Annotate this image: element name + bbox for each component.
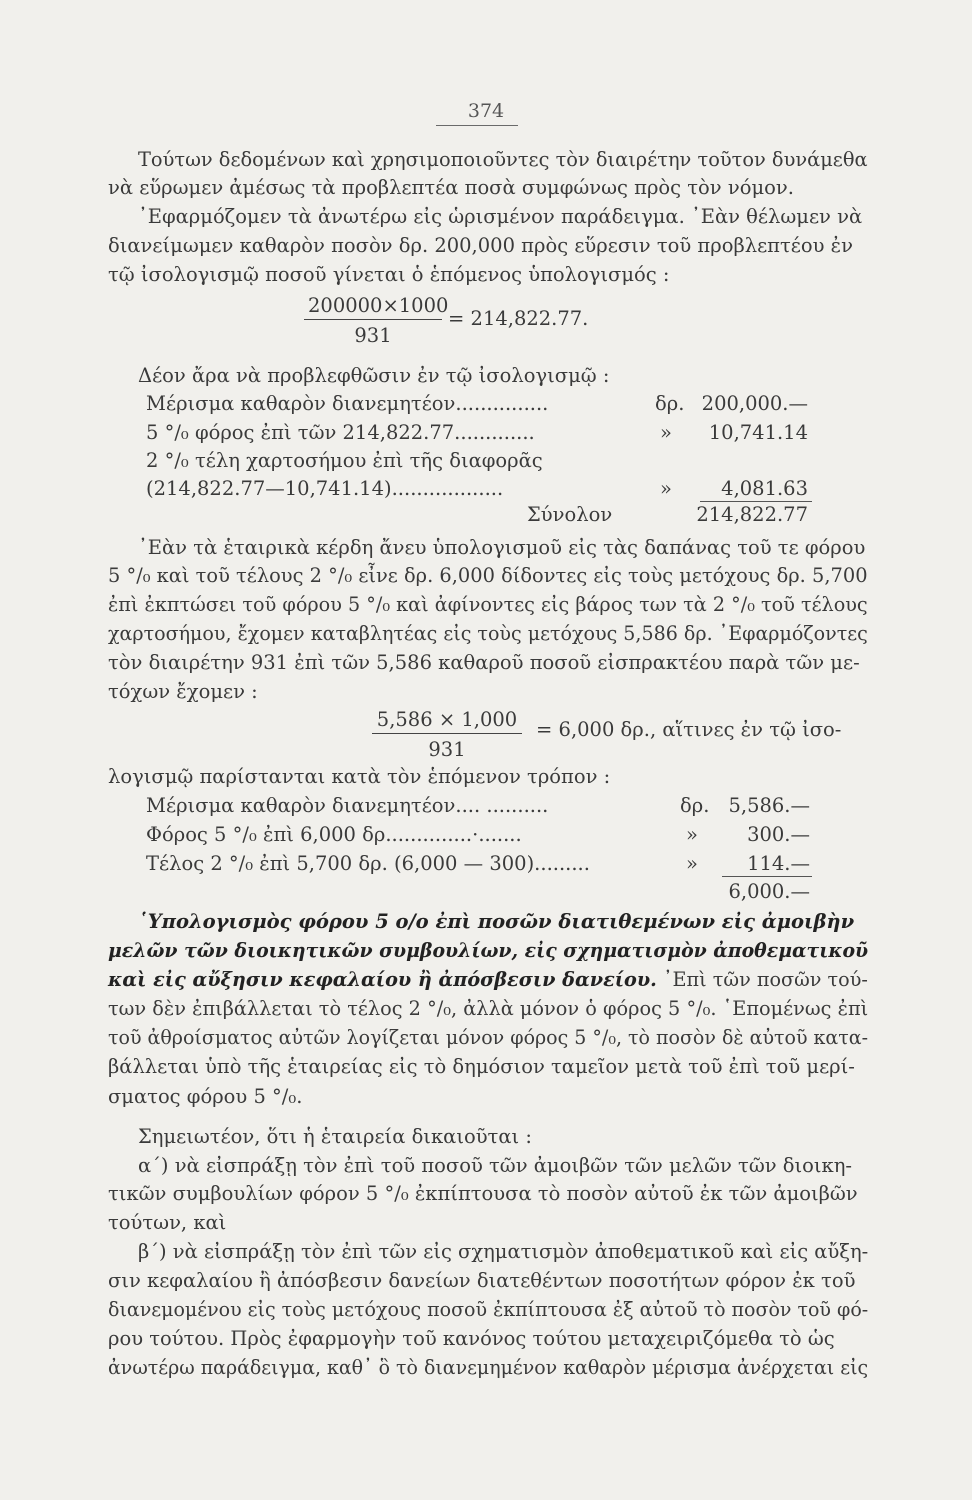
text-line: τούτων, καὶ — [108, 1211, 227, 1234]
ledger-label: Μέρισμα καθαρὸν διανεμητέον............... — [146, 392, 549, 415]
text-line: Τούτων δεδομένων καὶ χρησιμοποιοῦντες τὸν διαιρέτην τοῦτον δυνάμεθα — [138, 148, 868, 171]
ledger-label: 5 °/₀ φόρος ἐπὶ τῶν 214,822.77............. — [146, 421, 535, 444]
text-line: διανείμωμεν καθαρὸν ποσὸν δρ. 200,000 πρὸς εὕρεσιν τοῦ προβλεπτέου ἐν — [108, 234, 853, 257]
section-heading-tail: ᾿Επὶ τῶν ποσῶν τού- — [656, 968, 868, 991]
ledger-amount: 114.— — [747, 852, 810, 875]
text-line: τὸν διαιρέτην 931 ἐπὶ τῶν 5,586 καθαροῦ ποσοῦ εἰσπρακτέου παρὰ τῶν με- — [108, 651, 860, 674]
ledger-mark: » — [660, 477, 672, 500]
text-line: ᾿Εὰν τὰ ἑταιρικὰ κέρδη ἄνευ ὑπολογισμοῦ εἰς τὰς δαπάνας τοῦ τε φόρου — [138, 536, 866, 559]
ledger-label: (214,822.77—10,741.14).................. — [146, 477, 504, 500]
ledger-total-amount: 214,822.77 — [696, 503, 808, 526]
text-line: τόχων ἔχομεν : — [108, 680, 258, 703]
text-line: διανεμομένου εἰς τοὺς μετόχους ποσοῦ ἐκπίπτουσα ἐξ αὐτοῦ τὸ ποσὸν τοῦ φό- — [108, 1298, 869, 1321]
text-line: 5 °/₀ καὶ τοῦ τέλους 2 °/₀ εἶνε δρ. 6,000 δίδοντες εἰς τοὺς μετόχους δρ. 5,700 — [108, 564, 868, 587]
sum-rule — [700, 501, 812, 502]
page-number: 374 — [467, 100, 505, 122]
formula-result: = 6,000 δρ., αἵτινες ἐν τῷ ἰσο- — [536, 718, 842, 741]
ledger-label: Τέλος 2 °/₀ ἐπὶ 5,700 δρ. (6,000 — 300)......... — [146, 852, 590, 875]
ledger-mark: » — [686, 823, 698, 846]
text-line: νὰ εὕρωμεν ἀμέσως τὰ προβλεπτέα ποσὰ συμφώνως πρὸς τὸν νόμον. — [108, 176, 794, 199]
text-line: Δέον ἄρα νὰ προβλεφθῶσιν ἐν τῷ ἰσολογισμῷ : — [138, 364, 610, 387]
section-heading-line: ῾Υπολογισμὸς φόρου 5 ο/ο ἐπὶ ποσῶν διατιθεμένων εἰς ἀμοιβὴν — [138, 910, 855, 933]
ledger-amount: 4,081.63 — [721, 477, 808, 500]
section-heading-line — [108, 970, 868, 990]
text-line: τικῶν συμβουλίων φόρον 5 °/₀ ἐκπίπτουσα τὸ ποσὸν αὐτοῦ ἐκ τῶν ἀμοιβῶν — [108, 1182, 858, 1205]
section-heading-line: μελῶν τῶν διοικητικῶν συμβουλίων, εἰς σχηματισμὸν ἀποθεματικοῦ — [108, 939, 869, 962]
ledger-mark: δρ. — [655, 392, 685, 415]
formula-denominator: 931 — [428, 738, 466, 761]
text-line: ἐπὶ ἐκπτώσει τοῦ φόρου 5 °/₀ καὶ ἀφίνοντες εἰς βάρος των τὰ 2 °/₀ τοῦ τέλους — [108, 593, 868, 616]
ledger-total-amount: 6,000.— — [728, 880, 810, 903]
ledger-amount: 200,000.— — [701, 392, 808, 415]
text-line: ἀνωτέρω παράδειγμα, καθ᾿ ὃ τὸ διανεμημένον καθαρὸν μέρισμα ἀνέρχεται εἰς — [108, 1356, 869, 1379]
formula-fraction — [372, 708, 522, 761]
text-line: ᾿Εφαρμόζομεν τὰ ἀνωτέρω εἰς ὡρισμένον παράδειγμα. ᾿Εὰν θέλωμεν νὰ — [138, 205, 863, 228]
formula-numerator: 200000×1000 — [304, 294, 442, 320]
ledger-label: Φόρος 5 °/₀ ἐπὶ 6,000 δρ..............·....... — [146, 823, 522, 846]
ledger-mark: » — [686, 852, 698, 875]
ledger-mark: » — [660, 421, 672, 444]
text-line: λογισμῷ παρίστανται κατὰ τὸν ἑπόμενον τρόπον : — [108, 765, 611, 788]
ledger-label: Μέρισμα καθαρὸν διανεμητέον.... .......... — [146, 794, 549, 817]
ledger-total-label: Σύνολον — [527, 503, 613, 526]
formula-result: = 214,822.77. — [448, 307, 589, 330]
text-line: των δὲν ἐπιβάλλεται τὸ τέλος 2 °/₀, ἀλλὰ μόνον ὁ φόρος 5 °/₀. ῾Επομένως ἐπὶ — [108, 997, 869, 1020]
text-line: β΄) νὰ εἰσπράξῃ τὸν ἐπὶ τῶν εἰς σχηματισμὸν ἀποθεματικοῦ καὶ εἰς αὔξη- — [138, 1240, 869, 1263]
formula-fraction — [304, 294, 449, 347]
ledger-amount: 300.— — [747, 823, 810, 846]
text-line: ρου τούτου. Πρὸς ἐφαρμογὴν τοῦ κανόνος τούτου μεταχειριζόμεθα τὸ ὡς — [108, 1327, 835, 1350]
ledger-label: 2 °/₀ τέλη χαρτοσήμου ἐπὶ τῆς διαφορᾶς — [146, 449, 543, 472]
formula-denominator: 931 — [354, 324, 392, 347]
text-line: χαρτοσήμου, ἔχομεν καταβλητέας εἰς τοὺς μετόχους 5,586 δρ. ᾿Εφαρμόζοντες — [108, 622, 868, 645]
text-line: σιν κεφαλαίου ἢ ἀπόσβεσιν δανείων διατεθέντων ποσοτήτων φόρον ἐκ τοῦ — [108, 1269, 856, 1292]
sum-rule — [722, 876, 812, 877]
text-line: σματος φόρου 5 °/₀. — [108, 1085, 303, 1108]
text-line: α΄) νὰ εἰσπράξῃ τὸν ἐπὶ τοῦ ποσοῦ τῶν ἀμοιβῶν τῶν μελῶν τῶν διοικη- — [138, 1154, 853, 1177]
ledger-mark: δρ. — [680, 794, 710, 817]
text-line: τοῦ ἀθροίσματος αὐτῶν λογίζεται μόνον φόρος 5 °/₀, τὸ ποσὸν δὲ αὐτοῦ κατα- — [108, 1026, 869, 1049]
text-line: τῷ ἰσολογισμῷ ποσοῦ γίνεται ὁ ἑπόμενος ὑπολογισμός : — [108, 263, 670, 286]
ledger-amount: 10,741.14 — [708, 421, 808, 444]
ledger-amount: 5,586.— — [728, 794, 810, 817]
section-heading-text: καὶ εἰς αὔξησιν κεφαλαίου ἢ ἀπόσβεσιν δανείου. — [108, 968, 657, 991]
text-line: βάλλεται ὑπὸ τῆς ἑταιρείας εἰς τὸ δημόσιον ταμεῖον μετὰ τοῦ ἐπὶ τοῦ μερί- — [108, 1055, 855, 1078]
page-number-rule — [436, 125, 518, 126]
text-line: Σημειωτέον, ὅτι ἡ ἑταιρεία δικαιοῦται : — [138, 1125, 532, 1148]
formula-numerator: 5,586 × 1,000 — [372, 708, 522, 734]
